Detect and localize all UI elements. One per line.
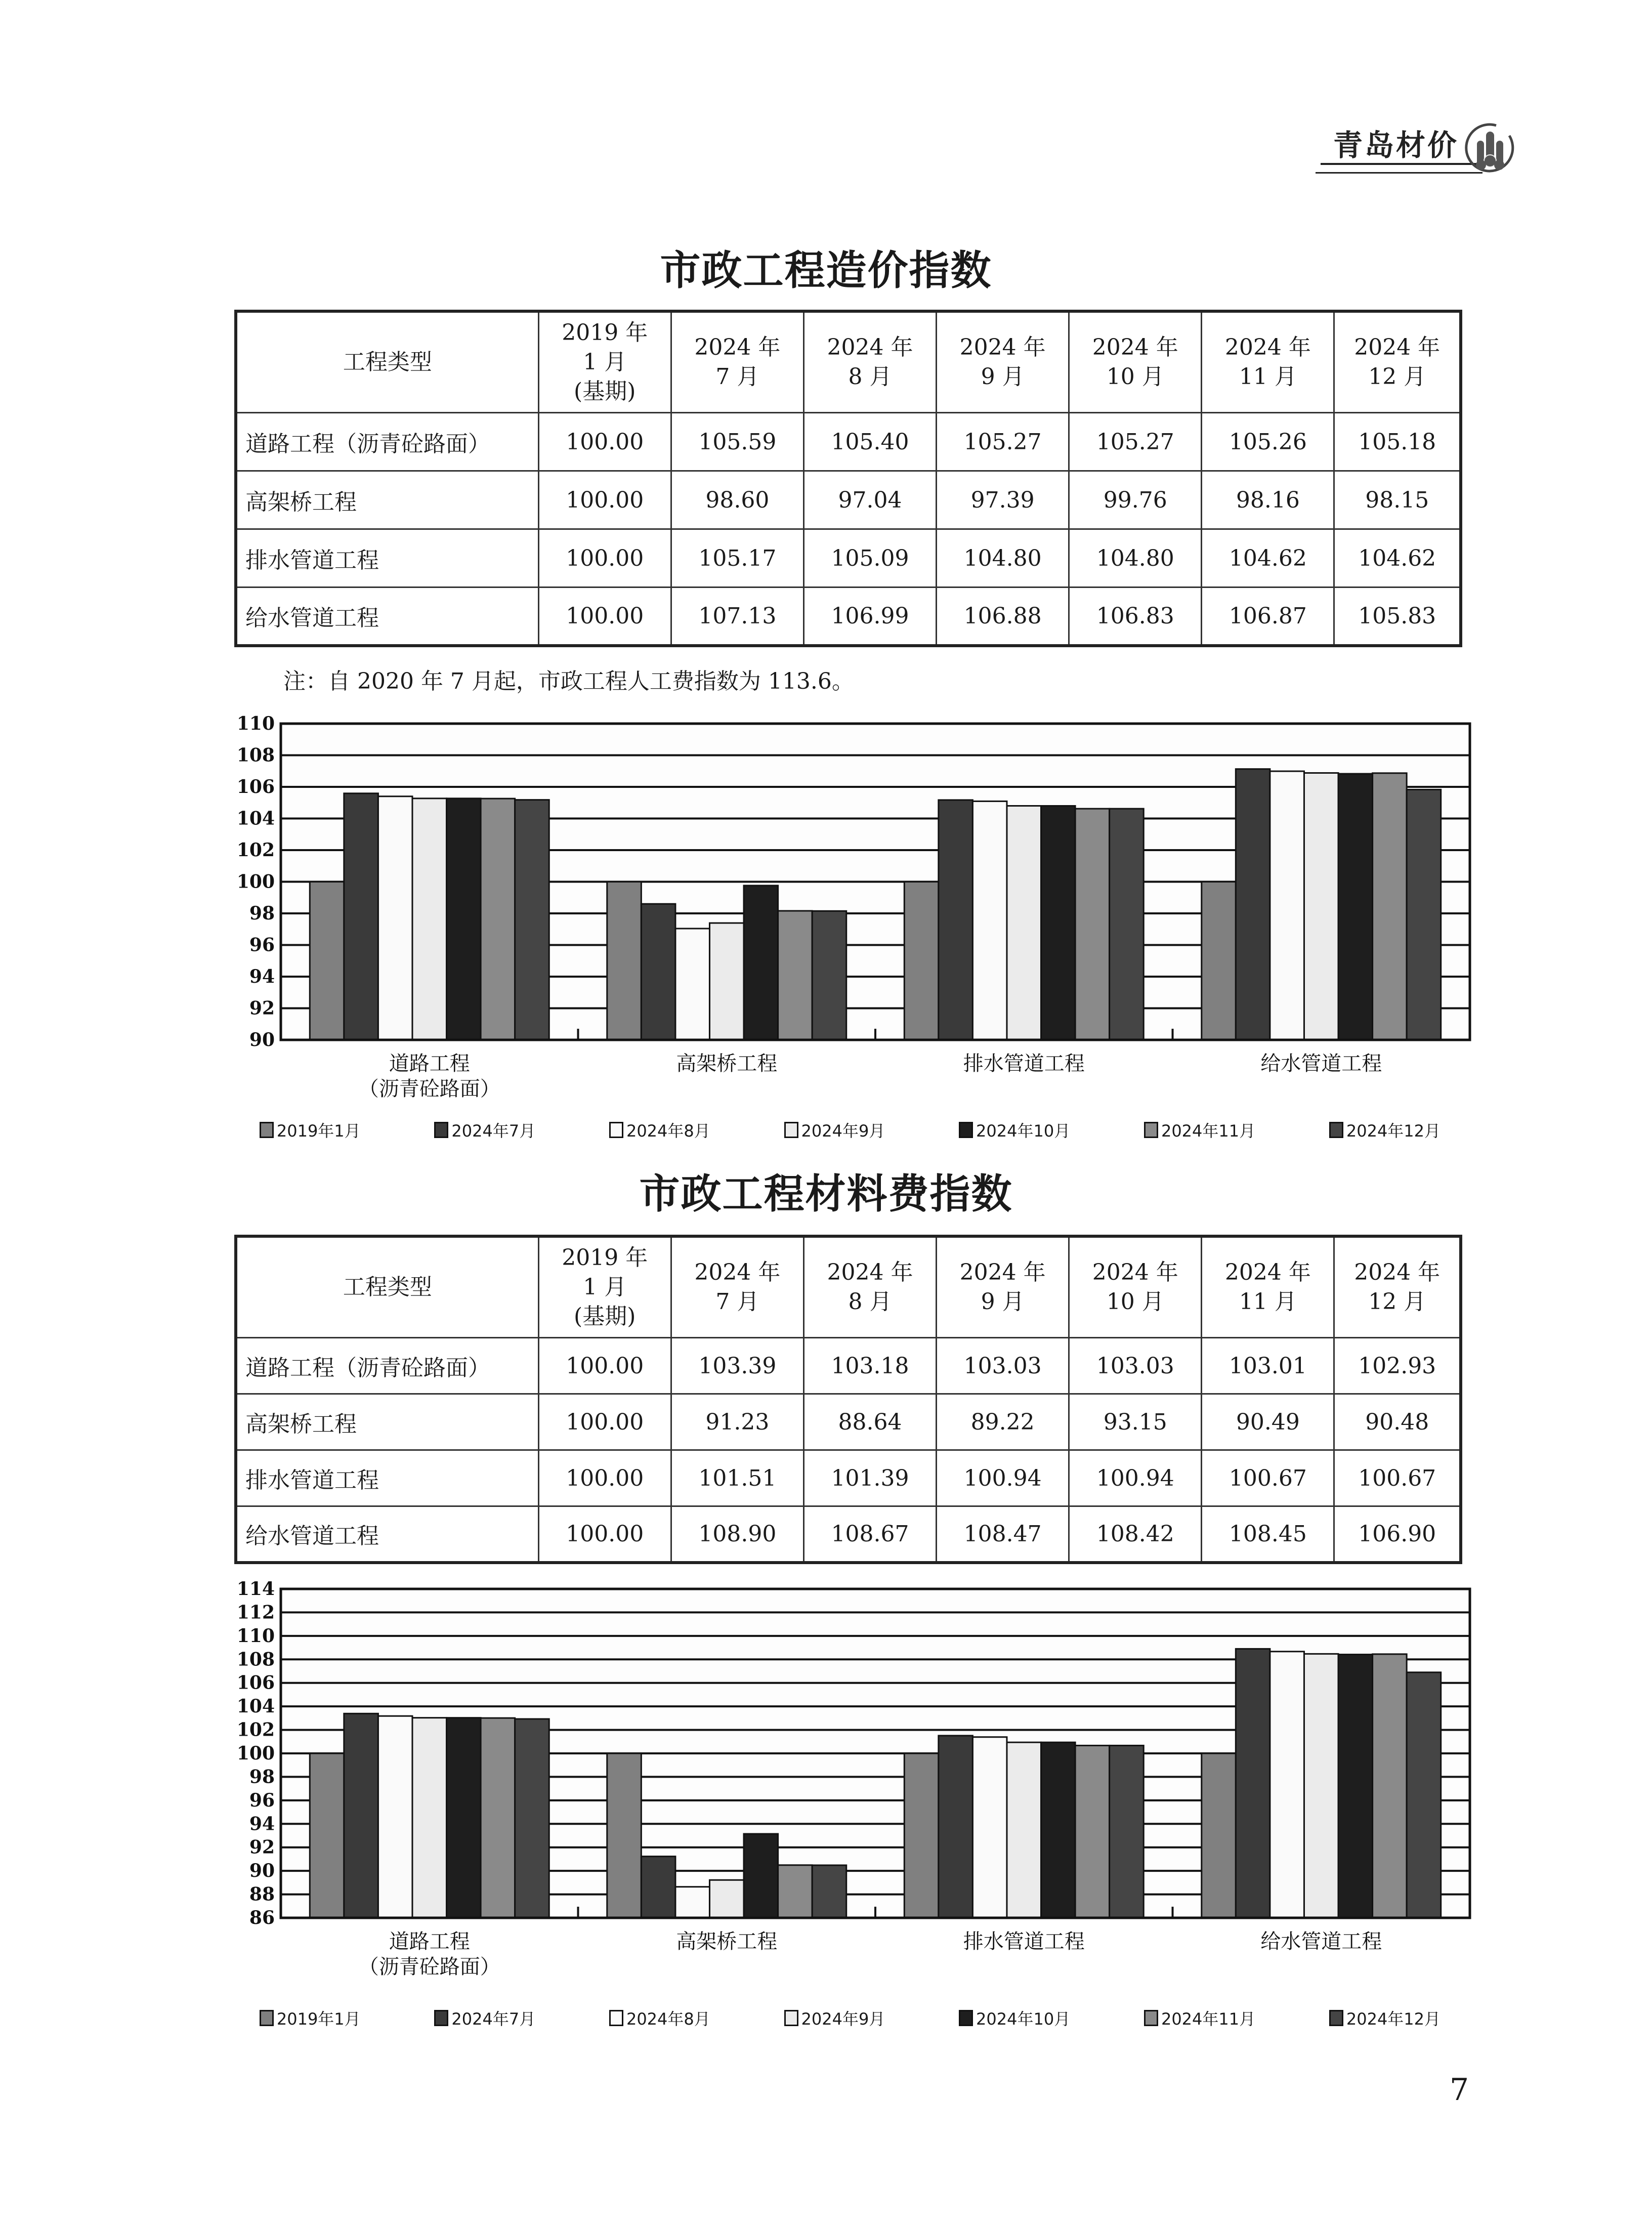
legend-swatch [959, 2010, 973, 2026]
y-tick-label: 90 [249, 1860, 275, 1882]
bar [447, 1718, 481, 1918]
column-header-line: 7 月 [715, 1289, 759, 1315]
bar [607, 882, 642, 1040]
table-note: 注：自 2020 年 7 月起，市政工程人工费指数为 113.6。 [283, 668, 854, 694]
bar [778, 1865, 813, 1918]
bar [1007, 806, 1041, 1040]
column-header-line: 2024 年 [694, 334, 781, 360]
cell-value: 106.83 [1069, 587, 1202, 646]
bar [641, 1857, 675, 1918]
legend-label: 2024年7月 [451, 2009, 536, 2029]
column-header [236, 1236, 538, 1338]
column-header-line: 2024 年 [1224, 1259, 1311, 1285]
cell-value: 100.00 [538, 413, 671, 471]
cell-value: 105.59 [671, 413, 803, 471]
bar [378, 1716, 412, 1918]
bar [1304, 1654, 1338, 1918]
cell-value: 102.93 [1334, 1338, 1461, 1394]
column-header-line: 工程类型 [343, 349, 432, 375]
cell-value: 89.22 [937, 1394, 1069, 1450]
header-rule [1316, 172, 1482, 174]
cell-value: 100.00 [538, 1506, 671, 1563]
column-header [671, 311, 803, 413]
section-title-material-index: 市政工程材料费指数 [639, 1170, 1013, 1217]
legend-label: 2024年12月 [1346, 1121, 1441, 1141]
legend-swatch [1144, 2010, 1158, 2026]
y-tick-label: 86 [249, 1907, 275, 1928]
cell-value: 98.15 [1334, 471, 1461, 529]
cell-value: 103.01 [1202, 1338, 1334, 1394]
pipes-logo-icon [1465, 121, 1515, 177]
cell-value: 100.67 [1202, 1450, 1334, 1506]
cell-value: 105.27 [937, 413, 1069, 471]
legend-item [434, 1118, 535, 1142]
y-tick-label: 110 [236, 713, 275, 734]
table-row [236, 529, 1461, 587]
chart-legend [223, 2006, 1477, 2030]
legend-item [1329, 2006, 1441, 2030]
column-header-line: 1 月 [583, 1274, 627, 1300]
column-header [1334, 1236, 1461, 1338]
bar [1236, 769, 1270, 1040]
column-header-line: 2024 年 [694, 1259, 781, 1285]
bar [1110, 1745, 1144, 1918]
column-header-line: 2019 年 [562, 1245, 648, 1271]
column-header-line: 工程类型 [343, 1274, 432, 1300]
table-row [236, 1506, 1461, 1563]
bar [515, 1719, 549, 1918]
bar [904, 1753, 939, 1918]
legend-label: 2019年1月 [276, 2009, 361, 2029]
bar [481, 1718, 515, 1918]
x-category-label: 排水管道工程 [963, 1930, 1085, 1953]
bar [1270, 1652, 1304, 1918]
bar [344, 793, 378, 1040]
column-header-line: 2024 年 [959, 1259, 1046, 1285]
bar [939, 800, 973, 1040]
cell-value: 106.88 [937, 587, 1069, 646]
material-index-chart [223, 1581, 1477, 2047]
publication-title: 青岛材价 [1333, 128, 1459, 162]
cell-value: 108.90 [671, 1506, 803, 1563]
cell-value: 105.27 [1069, 413, 1202, 471]
row-label: 排水管道工程 [236, 529, 538, 587]
legend-label: 2019年1月 [276, 1121, 361, 1141]
bar [607, 1753, 642, 1918]
row-label: 高架桥工程 [236, 1394, 538, 1450]
cell-value: 93.15 [1069, 1394, 1202, 1450]
column-header-line: 11 月 [1239, 1289, 1297, 1315]
cell-value: 108.42 [1069, 1506, 1202, 1563]
legend-swatch [434, 1122, 448, 1138]
legend-item [260, 2006, 361, 2030]
cell-value: 105.83 [1334, 587, 1461, 646]
column-header [1202, 311, 1334, 413]
bar [1202, 882, 1236, 1040]
legend-label: 2024年11月 [1161, 1121, 1256, 1141]
column-header [671, 1236, 803, 1338]
bar [675, 1887, 710, 1918]
y-tick-label: 98 [249, 903, 275, 924]
cell-value: 91.23 [671, 1394, 803, 1450]
y-tick-label: 92 [249, 1836, 275, 1858]
legend-item [959, 1118, 1070, 1142]
bar [1373, 773, 1407, 1040]
table-row [236, 413, 1461, 471]
cell-value: 103.39 [671, 1338, 803, 1394]
legend-item [1144, 1118, 1255, 1142]
bar [972, 801, 1007, 1040]
column-header [236, 311, 538, 413]
bar [1075, 1745, 1110, 1918]
column-header [803, 1236, 936, 1338]
bar [344, 1713, 378, 1918]
bar [1373, 1654, 1407, 1918]
table-row [236, 1394, 1461, 1450]
row-label: 排水管道工程 [236, 1450, 538, 1506]
legend-item [1144, 2006, 1255, 2030]
row-label: 道路工程（沥青砼路面） [236, 1338, 538, 1394]
bar [1041, 806, 1076, 1040]
column-header-line: 2024 年 [1224, 334, 1311, 360]
cell-value: 98.60 [671, 471, 803, 529]
y-tick-label: 90 [249, 1029, 275, 1051]
legend-swatch [434, 2010, 448, 2026]
column-header-line: 2019 年 [562, 320, 648, 346]
row-label: 道路工程（沥青砼路面） [236, 413, 538, 471]
column-header-line: 12 月 [1368, 1289, 1426, 1315]
column-header-line: 1 月 [583, 349, 627, 375]
cell-value: 97.04 [803, 471, 936, 529]
x-category-label: 道路工程 [389, 1930, 470, 1953]
bar [412, 799, 447, 1040]
material-index-table [234, 1235, 1462, 1564]
cell-value: 98.16 [1202, 471, 1334, 529]
x-category-label: （沥青砼路面） [358, 1955, 500, 1979]
column-header-line: 2024 年 [827, 334, 913, 360]
column-header-line: 8 月 [848, 364, 892, 390]
y-tick-label: 94 [249, 966, 275, 987]
column-header-line: 8 月 [848, 1289, 892, 1315]
cost-index-chart [223, 706, 1477, 1141]
legend-item [609, 2006, 710, 2030]
column-header-line: 2024 年 [1354, 334, 1441, 360]
column-header-line: 2024 年 [827, 1259, 913, 1285]
legend-label: 2024年9月 [801, 2009, 885, 2029]
legend-swatch [784, 2010, 798, 2026]
column-header-line: (基期) [574, 379, 636, 404]
x-category-label: 高架桥工程 [676, 1052, 778, 1075]
bar [778, 911, 813, 1040]
y-tick-label: 102 [236, 839, 275, 861]
table-row [236, 1450, 1461, 1506]
header-rule [1321, 163, 1482, 165]
column-header [538, 1236, 671, 1338]
bar [1407, 789, 1441, 1040]
cell-value: 97.39 [937, 471, 1069, 529]
cell-value: 105.09 [803, 529, 936, 587]
y-tick-label: 114 [236, 1581, 275, 1600]
cell-value: 103.03 [1069, 1338, 1202, 1394]
bar [447, 799, 481, 1040]
row-label: 给水管道工程 [236, 587, 538, 646]
column-header-line: 7 月 [715, 364, 759, 390]
bar [1270, 771, 1304, 1040]
legend-swatch [1329, 1122, 1343, 1138]
bar [481, 799, 515, 1040]
cost-index-chart-svg [223, 706, 1477, 1111]
cell-value: 108.45 [1202, 1506, 1334, 1563]
bar [1202, 1753, 1236, 1918]
cell-value: 103.03 [937, 1338, 1069, 1394]
legend-item [1329, 1118, 1441, 1142]
legend-item [784, 1118, 885, 1142]
bar [904, 882, 939, 1040]
column-header-line: 10 月 [1106, 364, 1164, 390]
bar [641, 904, 675, 1040]
y-tick-label: 98 [249, 1766, 275, 1788]
legend-label: 2024年10月 [976, 1121, 1071, 1141]
y-tick-label: 104 [236, 1696, 275, 1717]
legend-item [609, 1118, 710, 1142]
cell-value: 108.67 [803, 1506, 936, 1563]
cell-value: 106.90 [1334, 1506, 1461, 1563]
bar [515, 800, 549, 1040]
table-row [236, 1338, 1461, 1394]
material-index-chart-svg [223, 1581, 1477, 1996]
legend-swatch [959, 1122, 973, 1138]
column-header-line: 9 月 [981, 364, 1025, 390]
column-header [1069, 311, 1202, 413]
column-header-line: 11 月 [1239, 364, 1297, 390]
cell-value: 101.39 [803, 1450, 936, 1506]
cell-value: 105.18 [1334, 413, 1461, 471]
bar [378, 796, 412, 1040]
column-header-line: 2024 年 [1092, 1259, 1178, 1285]
bar [1236, 1649, 1270, 1918]
column-header [1202, 1236, 1334, 1338]
column-header-line: 10 月 [1106, 1289, 1164, 1315]
legend-item [434, 2006, 535, 2030]
legend-swatch [1144, 1122, 1158, 1138]
chart-legend [223, 1118, 1477, 1142]
y-tick-label: 96 [249, 934, 275, 956]
bar [744, 1834, 778, 1918]
legend-item [784, 2006, 885, 2030]
y-tick-label: 102 [236, 1719, 275, 1741]
cost-index-table [234, 310, 1462, 647]
legend-label: 2024年12月 [1346, 2009, 1441, 2029]
cell-value: 99.76 [1069, 471, 1202, 529]
cell-value: 100.94 [1069, 1450, 1202, 1506]
column-header [538, 311, 671, 413]
legend-label: 2024年9月 [801, 1121, 885, 1141]
x-category-label: 给水管道工程 [1260, 1930, 1382, 1953]
cell-value: 106.87 [1202, 587, 1334, 646]
cell-value: 90.48 [1334, 1394, 1461, 1450]
bar [709, 923, 744, 1040]
row-label: 高架桥工程 [236, 471, 538, 529]
bar [675, 929, 710, 1040]
column-header [1334, 311, 1461, 413]
bar [1041, 1742, 1076, 1918]
y-tick-label: 100 [236, 1743, 275, 1764]
y-tick-label: 106 [236, 776, 275, 797]
section-title-cost-index: 市政工程造价指数 [660, 247, 992, 294]
legend-swatch [609, 1122, 623, 1138]
table-row [236, 587, 1461, 646]
cell-value: 105.40 [803, 413, 936, 471]
cell-value: 106.99 [803, 587, 936, 646]
cell-value: 105.26 [1202, 413, 1334, 471]
y-tick-label: 106 [236, 1672, 275, 1694]
bar [1075, 809, 1110, 1040]
legend-item [959, 2006, 1070, 2030]
column-header [803, 311, 936, 413]
legend-swatch [784, 1122, 798, 1138]
bar [412, 1718, 447, 1918]
cell-value: 100.00 [538, 1450, 671, 1506]
cell-value: 107.13 [671, 587, 803, 646]
table-header-row [236, 311, 1461, 413]
cell-value: 101.51 [671, 1450, 803, 1506]
legend-swatch [260, 1122, 274, 1138]
column-header [937, 311, 1069, 413]
bar [1407, 1672, 1441, 1918]
cell-value: 104.62 [1202, 529, 1334, 587]
y-tick-label: 96 [249, 1789, 275, 1811]
legend-swatch [1329, 2010, 1343, 2026]
cell-value: 90.49 [1202, 1394, 1334, 1450]
cell-value: 100.67 [1334, 1450, 1461, 1506]
y-tick-label: 88 [249, 1883, 275, 1905]
bar [744, 886, 778, 1040]
y-tick-label: 108 [236, 1649, 275, 1670]
bar [939, 1736, 973, 1918]
y-tick-label: 92 [249, 997, 275, 1019]
table-header-row [236, 1236, 1461, 1338]
cell-value: 108.47 [937, 1506, 1069, 1563]
legend-item [260, 1118, 361, 1142]
cell-value: 104.80 [1069, 529, 1202, 587]
cell-value: 100.00 [538, 529, 671, 587]
cell-value: 104.62 [1334, 529, 1461, 587]
page-number: 7 [1450, 2072, 1469, 2108]
legend-label: 2024年11月 [1161, 2009, 1256, 2029]
y-tick-label: 100 [236, 871, 275, 893]
bar [1338, 1655, 1373, 1918]
column-header [937, 1236, 1069, 1338]
cell-value: 100.00 [538, 1338, 671, 1394]
y-tick-label: 112 [236, 1602, 275, 1623]
bar [972, 1737, 1007, 1918]
bar [1304, 773, 1338, 1040]
bar [1338, 774, 1373, 1040]
cell-value: 100.00 [538, 1394, 671, 1450]
x-category-label: 排水管道工程 [963, 1052, 1085, 1075]
cell-value: 103.18 [803, 1338, 936, 1394]
x-category-label: 给水管道工程 [1260, 1052, 1382, 1075]
legend-label: 2024年8月 [626, 2009, 710, 2029]
legend-label: 2024年8月 [626, 1121, 710, 1141]
cell-value: 100.00 [538, 471, 671, 529]
cell-value: 105.17 [671, 529, 803, 587]
bar [1007, 1742, 1041, 1918]
bar [709, 1880, 744, 1918]
x-category-label: （沥青砼路面） [358, 1077, 500, 1101]
x-category-label: 道路工程 [389, 1052, 470, 1075]
cell-value: 104.80 [937, 529, 1069, 587]
cell-value: 100.94 [937, 1450, 1069, 1506]
x-category-label: 高架桥工程 [676, 1930, 778, 1953]
y-tick-label: 108 [236, 744, 275, 766]
legend-label: 2024年7月 [451, 1121, 536, 1141]
column-header-line: (基期) [574, 1304, 636, 1329]
bar [1110, 809, 1144, 1040]
column-header-line: 2024 年 [959, 334, 1046, 360]
table-row [236, 471, 1461, 529]
y-tick-label: 94 [249, 1813, 275, 1835]
column-header-line: 2024 年 [1354, 1259, 1441, 1285]
bar [812, 1865, 846, 1918]
legend-swatch [609, 2010, 623, 2026]
legend-swatch [260, 2010, 274, 2026]
legend-label: 2024年10月 [976, 2009, 1071, 2029]
column-header-line: 9 月 [981, 1289, 1025, 1315]
cell-value: 88.64 [803, 1394, 936, 1450]
bar [310, 1753, 344, 1918]
row-label: 给水管道工程 [236, 1506, 538, 1563]
y-tick-label: 110 [236, 1625, 275, 1647]
y-tick-label: 104 [236, 808, 275, 829]
column-header [1069, 1236, 1202, 1338]
bar [812, 911, 846, 1040]
column-header-line: 2024 年 [1092, 334, 1178, 360]
column-header-line: 12 月 [1368, 364, 1426, 390]
cell-value: 100.00 [538, 587, 671, 646]
bar [310, 882, 344, 1040]
